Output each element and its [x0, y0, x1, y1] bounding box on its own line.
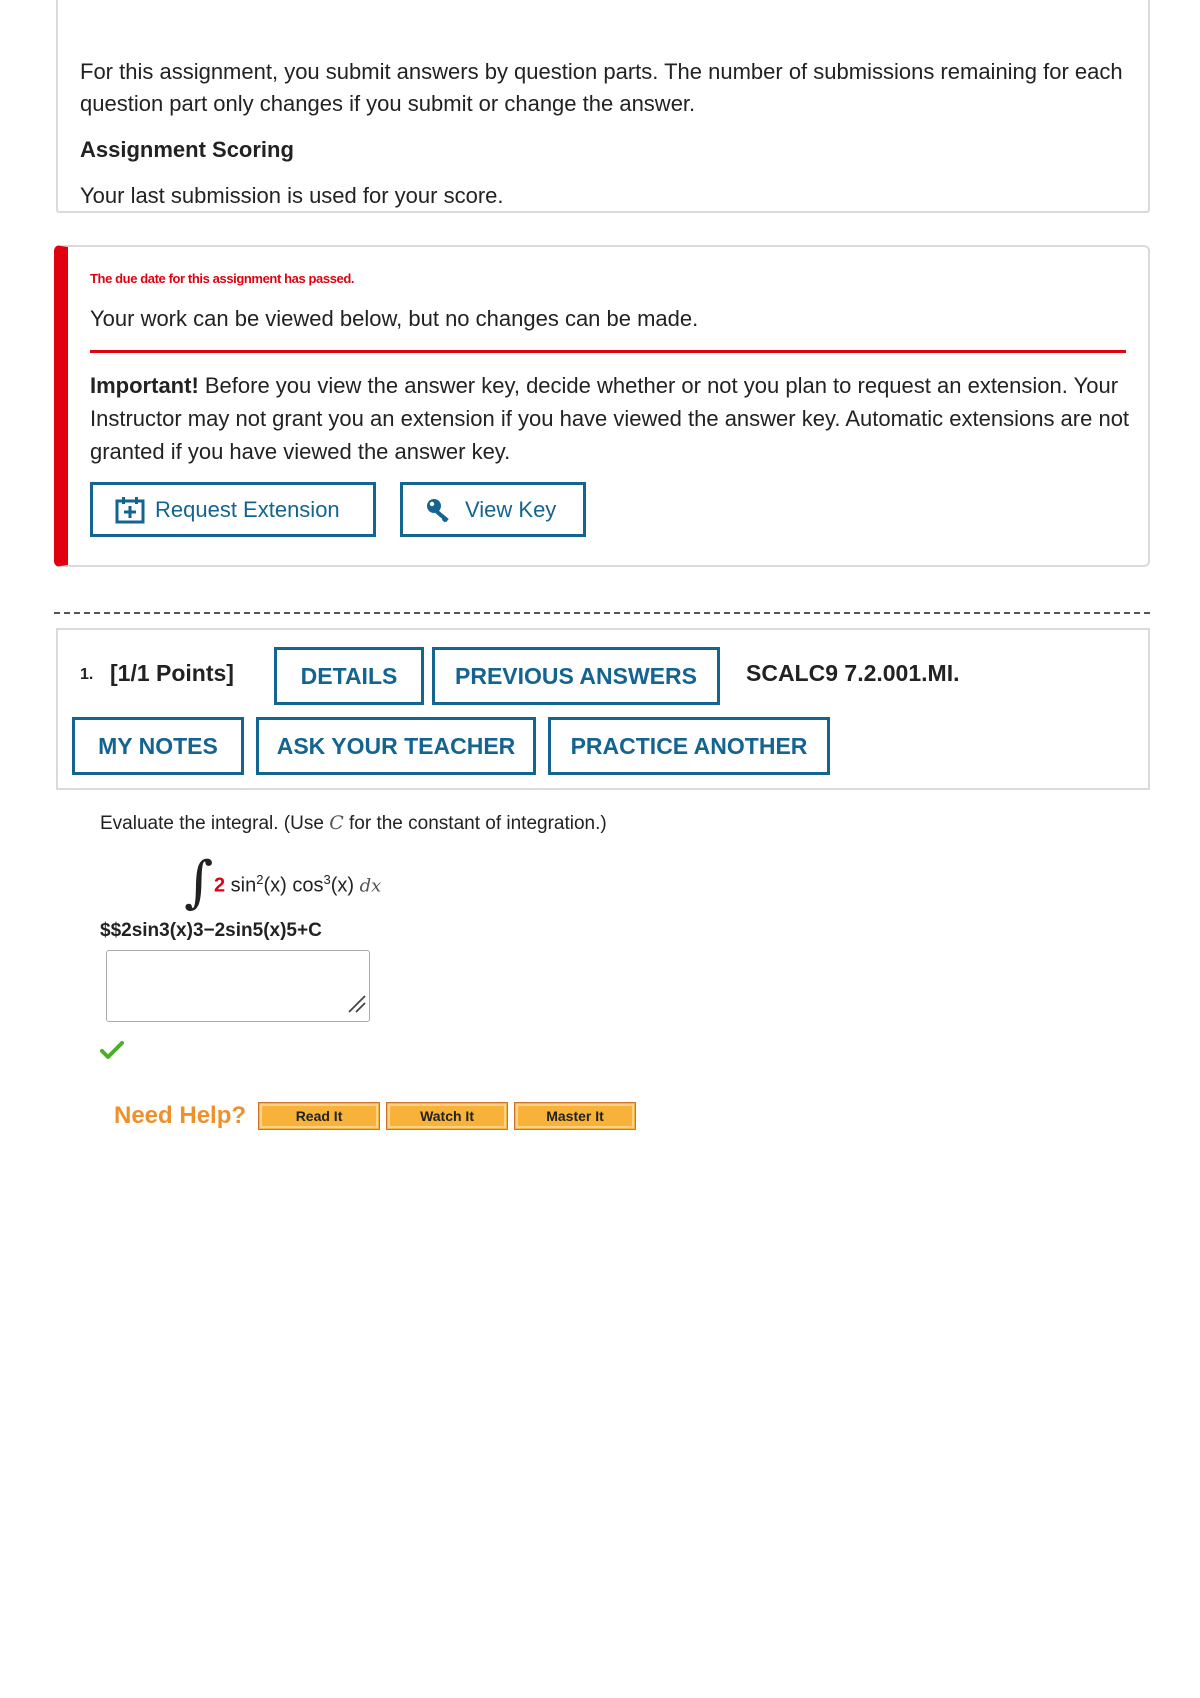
master-it-button[interactable]: Master It [514, 1102, 636, 1130]
scoring-header: Assignment Scoring [80, 137, 294, 162]
alert-divider [90, 350, 1126, 353]
assignment-info-panel [56, 0, 1150, 213]
request-extension-label: Request Extension [155, 496, 340, 522]
answer-input[interactable] [106, 950, 370, 1022]
question-id: SCALC9 7.2.001.MI. [746, 660, 960, 686]
scoring-text: Your last submission is used for your score. [80, 183, 504, 208]
submissions-info-text: For this assignment, you submit answers by question parts. The number of submissions remaining for each question part only changes if you submit or change the answer. [80, 59, 1123, 116]
ask-your-teacher-button[interactable]: ASK YOUR TEACHER [256, 717, 536, 775]
view-key-label: View Key [465, 496, 557, 522]
practice-another-button[interactable]: PRACTICE ANOTHER [548, 717, 830, 775]
due-date-alert [54, 245, 1150, 567]
read-it-button[interactable]: Read It [258, 1102, 380, 1130]
view-only-message: Your work can be viewed below, but no changes can be made. [90, 306, 699, 331]
submitted-answer: $$2sin3(x)3−2sin5(x)5+C [100, 920, 322, 941]
previous-answers-button[interactable]: PREVIOUS ANSWERS [432, 647, 720, 705]
integral-expression [184, 850, 504, 920]
question-header [56, 628, 1150, 790]
need-help-bar [114, 1102, 642, 1130]
question-number: 1. [80, 666, 94, 683]
integrand: 2 $\sin^2(x)$ $\cos^3(x)$ dx [214, 872, 382, 897]
correct-checkmark-icon [100, 1040, 124, 1065]
question-prompt: Evaluate the integral. (Use C for the constant of integration.) [100, 812, 607, 834]
section-divider [54, 612, 1150, 614]
integral-coefficient: 2 [214, 874, 226, 897]
differential: dx [359, 875, 382, 897]
view-key-button[interactable] [400, 482, 586, 537]
resize-grip-icon[interactable] [345, 992, 367, 1019]
integral-sign: ∫ [184, 850, 214, 915]
important-label: Important! [90, 373, 199, 398]
constant-variable: C [329, 812, 344, 834]
calendar-plus-icon [115, 496, 145, 524]
key-icon [425, 497, 455, 523]
question-points: [1/1 Points] [110, 660, 234, 686]
details-button[interactable]: DETAILS [274, 647, 424, 705]
question-body [100, 812, 607, 941]
need-help-label: Need Help? [114, 1102, 247, 1129]
due-date-message: The due date for this assignment has passed. [90, 271, 355, 286]
my-notes-button[interactable]: MY NOTES [72, 717, 244, 775]
request-extension-button[interactable] [90, 482, 376, 537]
watch-it-button[interactable]: Watch It [386, 1102, 508, 1130]
important-notice [90, 369, 1130, 468]
important-text: Before you view the answer key, decide whether or not you plan to request an extension. Your Instructor may not grant you an extension if you have viewed the answer key. Automatic extensions are not granted if you have viewed the answer key. [90, 373, 1130, 464]
